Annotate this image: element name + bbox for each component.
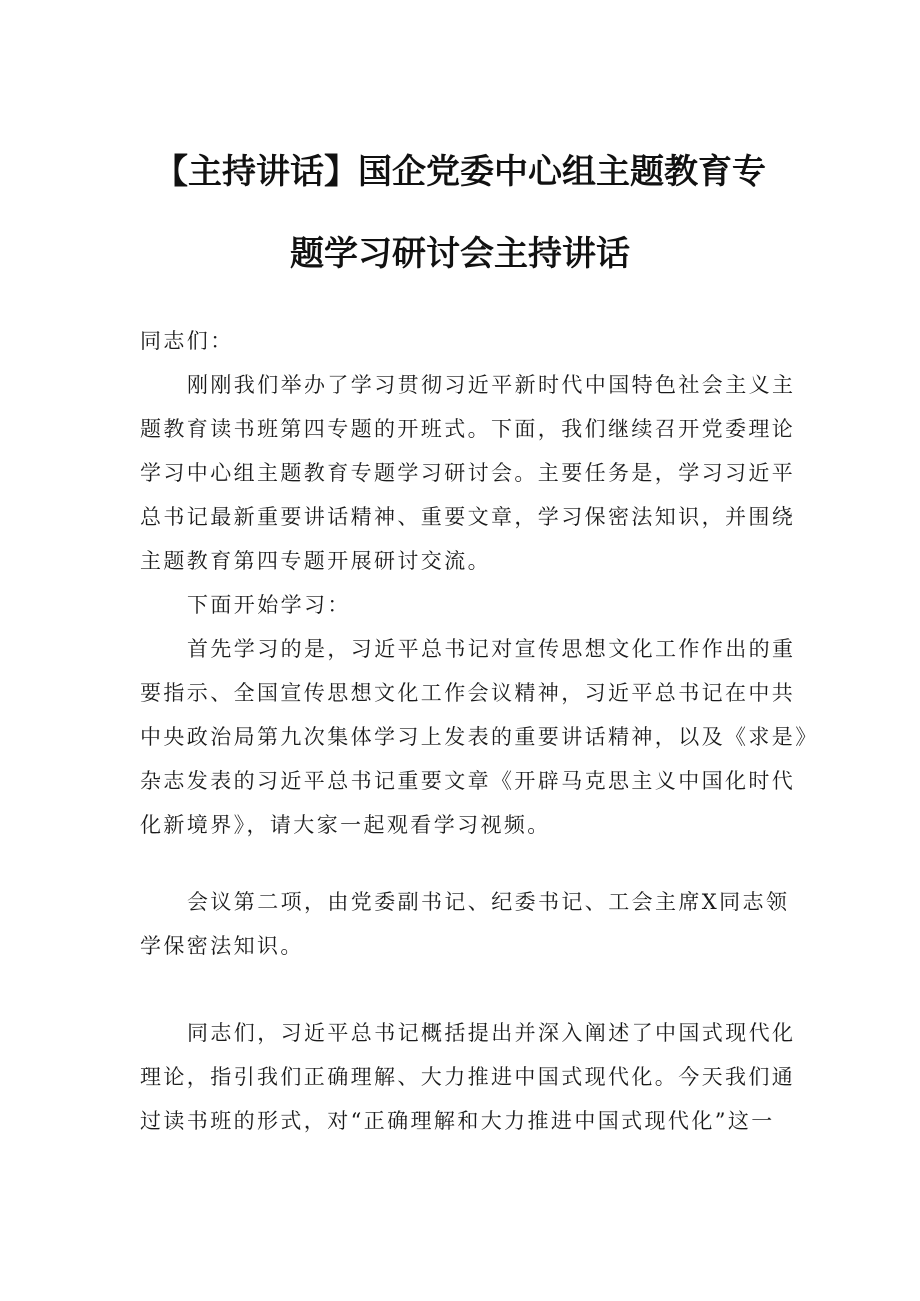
- paragraph-3-line-1: 首先学习的是，习近平总书记对宣传思想文化工作作出的重: [187, 637, 796, 661]
- paragraph-3-line-3: 中央政治局第九次集体学习上发表的重要讲话精神，以及《求是》: [140, 725, 819, 749]
- paragraph-2-line-1: 下面开始学习：: [187, 593, 351, 617]
- paragraph-3-line-4: 杂志发表的习近平总书记重要文章《开辟马克思主义中国化时代: [140, 769, 796, 793]
- paragraph-5-line-2: 理论，指引我们正确理解、大力推进中国式现代化。今天我们通: [140, 1065, 796, 1089]
- document-title-line-2: 题学习研讨会主持讲话: [290, 234, 630, 274]
- paragraph-1-line-1: 刚刚我们举办了学习贯彻习近平新时代中国特色社会主义主: [187, 373, 796, 397]
- paragraph-3-line-5: 化新境界》，请大家一起观看学习视频。: [140, 813, 551, 837]
- salutation: 同志们：: [140, 329, 234, 353]
- paragraph-4-line-1: 会议第二项，由党委副书记、纪委书记、工会主席X同志领: [187, 890, 790, 914]
- paragraph-5-line-1: 同志们，习近平总书记概括提出并深入阐述了中国式现代化: [187, 1021, 796, 1045]
- paragraph-1-line-5: 主题教育第四专题开展研讨交流。: [140, 549, 491, 573]
- paragraph-1-line-4: 总书记最新重要讲话精神、重要文章，学习保密法知识，并围绕: [140, 505, 796, 529]
- paragraph-3-line-2: 要指示、全国宣传思想文化工作会议精神，习近平总书记在中共: [140, 681, 796, 705]
- paragraph-1-line-3: 学习中心组主题教育专题学习研讨会。主要任务是，学习习近平: [140, 461, 796, 485]
- paragraph-5-line-3: 过读书班的形式，对“正确理解和大力推进中国式现代化”这一: [140, 1109, 775, 1133]
- paragraph-1-line-2: 题教育读书班第四专题的开班式。下面，我们继续召开党委理论: [140, 417, 796, 441]
- document-title-line-1: 【主持讲话】国企党委中心组主题教育专: [154, 152, 766, 192]
- paragraph-4-line-2: 学保密法知识。: [140, 934, 304, 958]
